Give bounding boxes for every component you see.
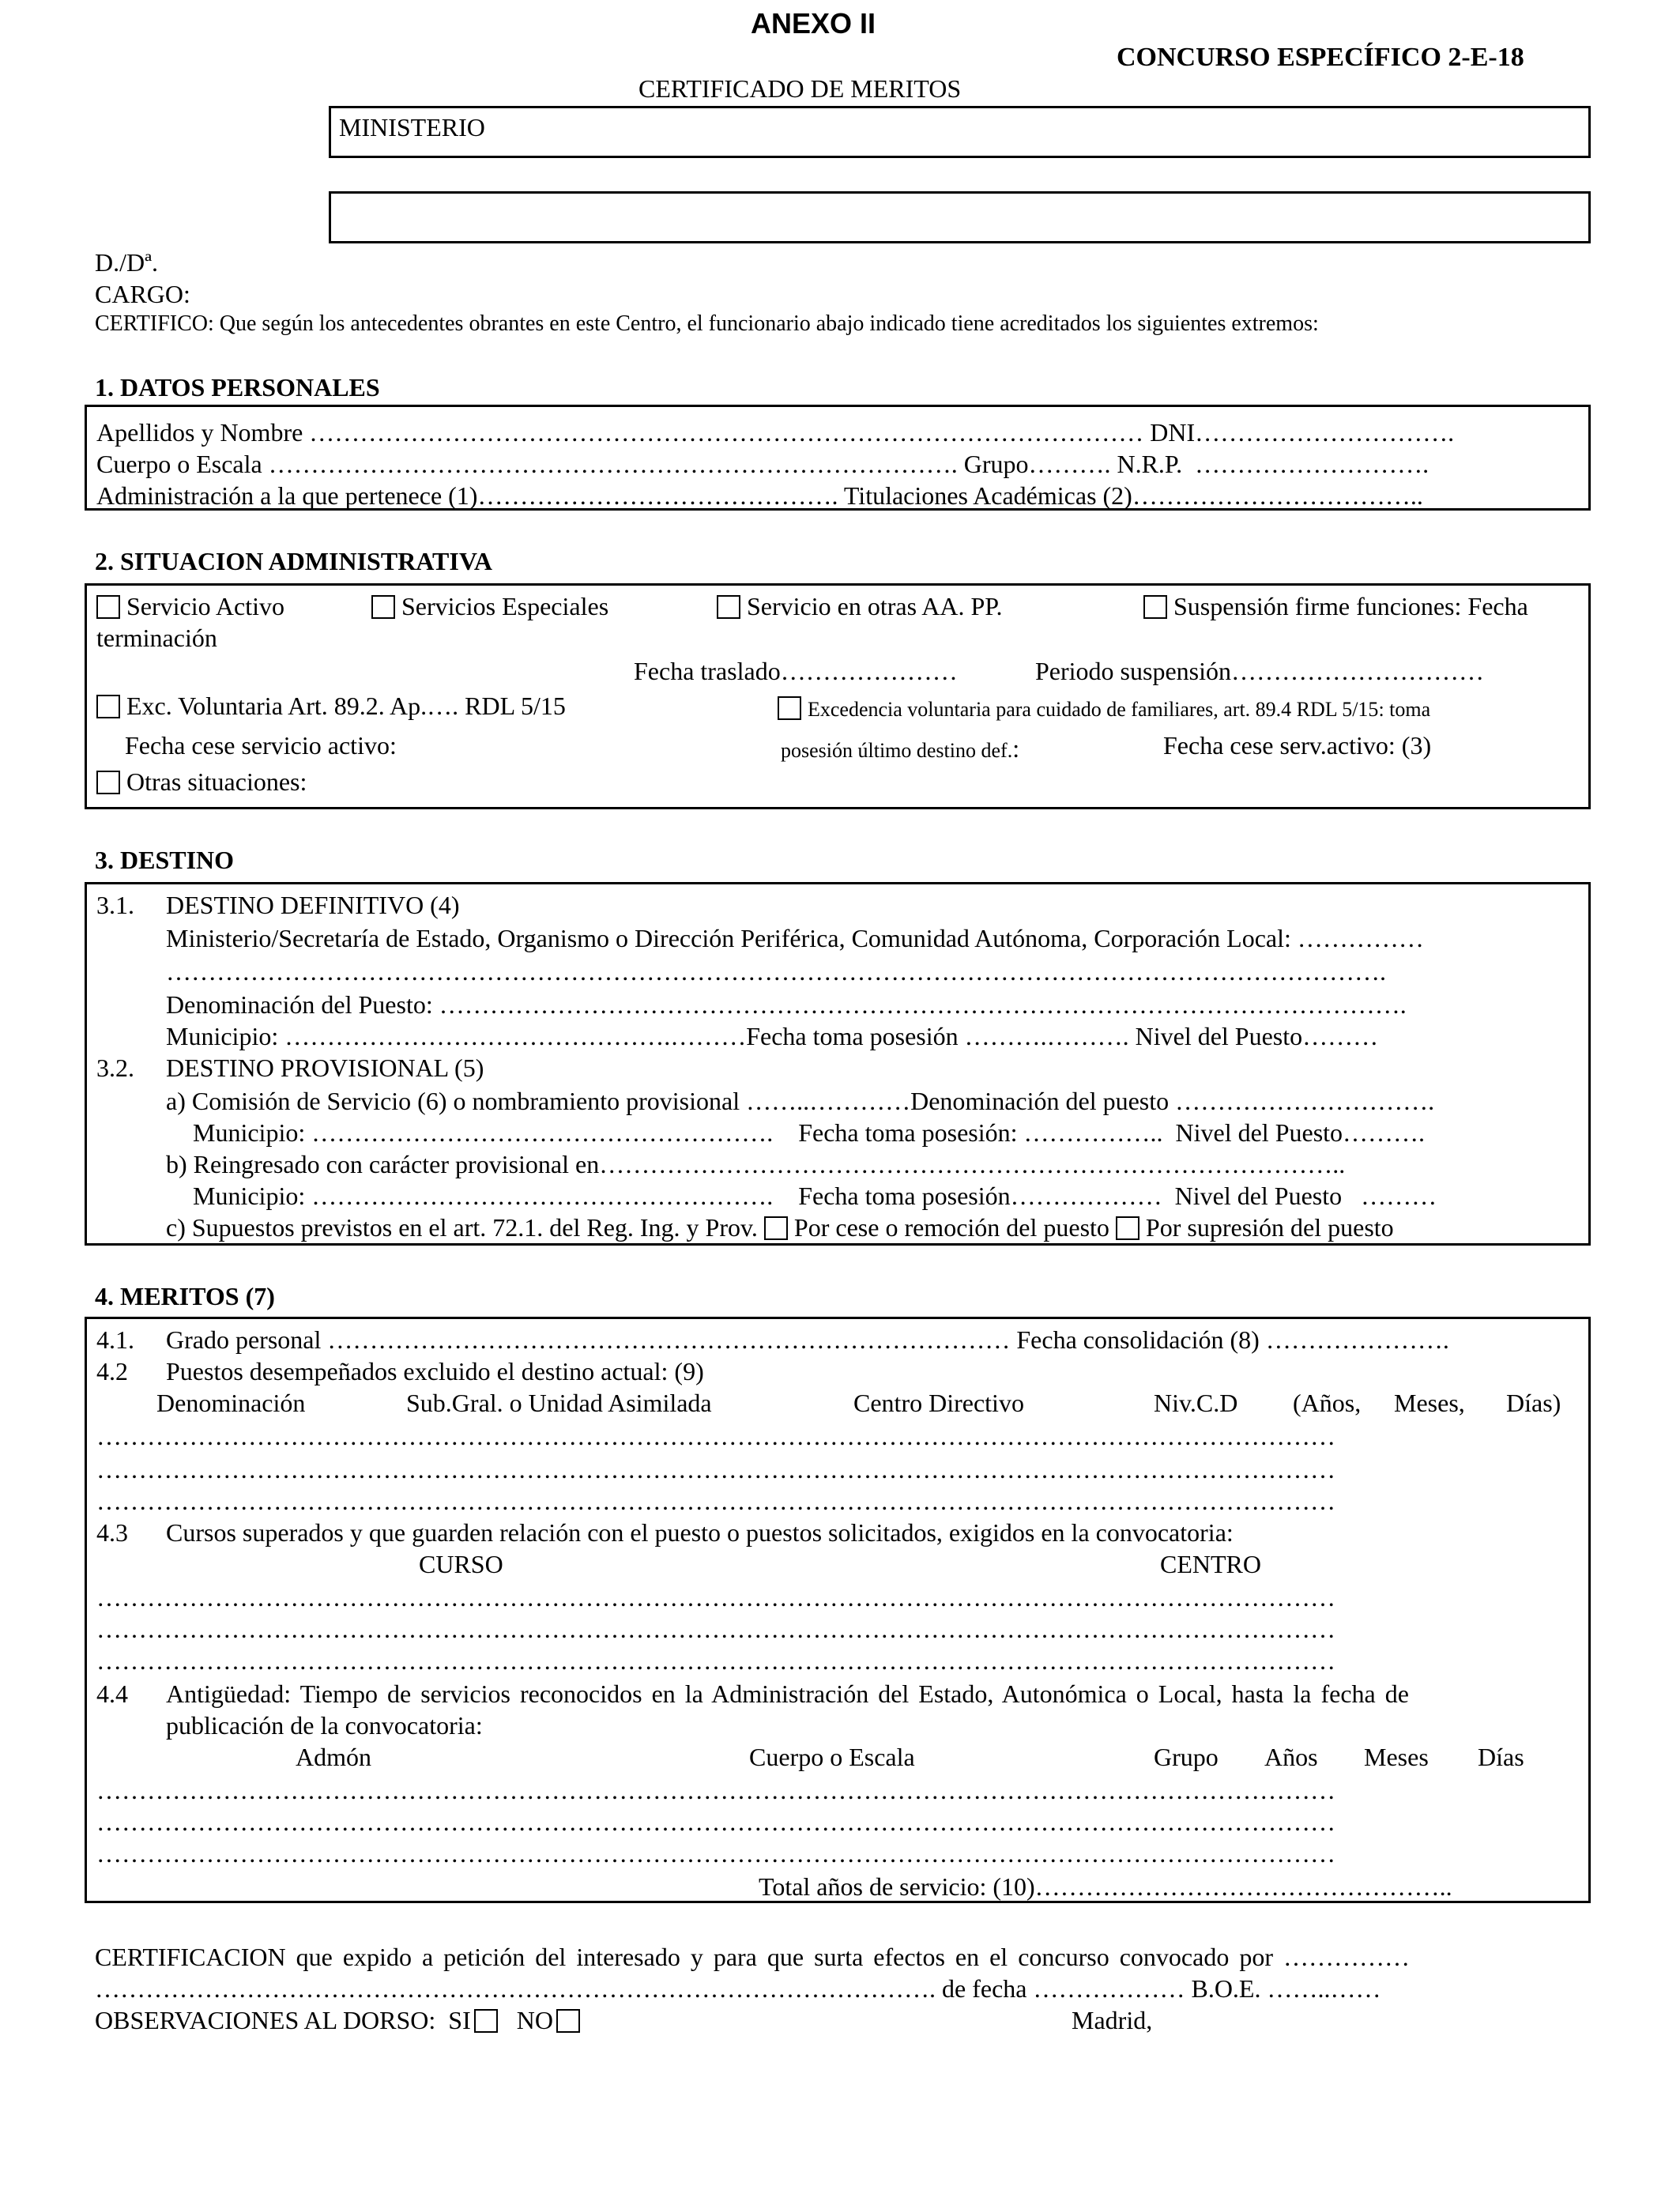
opt-servicio-activo[interactable] bbox=[96, 594, 284, 619]
servicio-activo-checkbox[interactable] bbox=[96, 595, 120, 619]
titulaciones-label: Titulaciones Académicas (2) bbox=[843, 481, 1132, 510]
personal-line-3[interactable] bbox=[96, 483, 1423, 508]
header-denominacion: Denominación bbox=[156, 1389, 306, 1417]
observaciones-label: OBSERVACIONES AL DORSO: bbox=[95, 2006, 436, 2034]
madrid-label: Madrid, bbox=[1072, 2006, 1153, 2034]
nrp-dots: ………………………. bbox=[1195, 450, 1430, 478]
header-anos-2: Años bbox=[1264, 1743, 1318, 1771]
header-admon: Admón bbox=[296, 1743, 371, 1771]
cursos-row[interactable]: ………………………………………………………………………………………………………………………………… bbox=[96, 1646, 1335, 1675]
fecha-cese-label: Fecha cese servicio activo: bbox=[125, 731, 397, 760]
administracion-dots: ……………………………………. bbox=[477, 481, 838, 510]
section-3-box bbox=[85, 882, 1591, 1246]
servicios-especiales-checkbox[interactable] bbox=[371, 595, 395, 619]
section-2-box bbox=[85, 583, 1591, 809]
puestos-row[interactable]: ………………………………………………………………………………………………………………………………… bbox=[96, 1455, 1335, 1483]
grado-line[interactable]: Grado personal ……………………………………………………………………… Fecha consolidación (8) …………………. bbox=[166, 1325, 1449, 1354]
ministry-box[interactable] bbox=[329, 106, 1591, 158]
puestos-row[interactable]: ………………………………………………………………………………………………………………………………… bbox=[96, 1422, 1335, 1450]
excedencia-familiares-label: Excedencia voluntaria para cuidado de familiares, art. 89.4 RDL 5/15 bbox=[808, 698, 1379, 721]
header-cuerpo: Cuerpo o Escala bbox=[749, 1743, 915, 1771]
unit-box[interactable] bbox=[329, 191, 1591, 243]
ministry-label: MINISTERIO bbox=[339, 113, 485, 141]
otras-situaciones-checkbox[interactable] bbox=[96, 771, 120, 794]
dni-dots: …………………………. bbox=[1195, 418, 1455, 447]
fecha-traslado: Fecha traslado………………… bbox=[634, 657, 958, 685]
number-3-1: 3.1. bbox=[96, 891, 134, 919]
supuestos-label: c) Supuestos previstos en el art. 72.1. del Reg. Ing. y Prov. bbox=[166, 1213, 758, 1242]
dni-label: DNI bbox=[1150, 418, 1196, 447]
suspension-checkbox[interactable] bbox=[1143, 595, 1167, 619]
grupo-label: Grupo bbox=[963, 450, 1029, 478]
denominacion-line[interactable]: Denominación del Puesto: ……………………………………………………………………………………………………. bbox=[166, 990, 1407, 1019]
cursos-row[interactable]: ………………………………………………………………………………………………………………………………… bbox=[96, 1615, 1335, 1643]
number-3-2: 3.2. bbox=[96, 1054, 134, 1082]
opt-servicios-especiales[interactable] bbox=[371, 594, 608, 619]
section-4-title: 4. MERITOS (7) bbox=[95, 1282, 275, 1310]
por-cese-checkbox[interactable] bbox=[764, 1216, 788, 1240]
antiguedad-row[interactable]: ………………………………………………………………………………………………………………………………… bbox=[96, 1776, 1335, 1804]
puestos-row[interactable]: ………………………………………………………………………………………………………………………………… bbox=[96, 1487, 1335, 1515]
titulaciones-dots: …………………………….. bbox=[1132, 481, 1423, 510]
personal-line-2[interactable] bbox=[96, 451, 1429, 477]
cursos-label: Cursos superados y que guarden relación con el puesto o puestos solicitados, exigidos en la convocatoria: bbox=[166, 1518, 1234, 1547]
no-label: NO bbox=[516, 2006, 553, 2034]
antiguedad-line-1: Antigüedad: Tiempo de servicios reconocidos en la Administración del Estado, Autonómica o Local, hasta la fecha de bbox=[166, 1679, 1409, 1708]
header-curso: CURSO bbox=[419, 1550, 503, 1578]
otras-aapp-label: Servicio en otras AA. PP. bbox=[747, 592, 1003, 620]
certifico-text: CERTIFICO: Que según los antecedentes obrantes en este Centro, el funcionario abajo indicado tiene acreditados los siguientes extremos: bbox=[95, 311, 1319, 336]
ministerio-line[interactable]: Ministerio/Secretaría de Estado, Organismo o Dirección Periférica, Comunidad Autónoma, Corporación Local: …………… bbox=[166, 924, 1424, 952]
header-grupo: Grupo bbox=[1154, 1743, 1219, 1771]
opt-suspension[interactable] bbox=[1143, 594, 1528, 619]
otras-situaciones-label: Otras situaciones: bbox=[126, 767, 307, 796]
municipio-definitivo-line[interactable]: Municipio: ……………………………………….………Fecha toma posesión ……….………. Nivel del Puesto……… bbox=[166, 1022, 1379, 1050]
exc-voluntaria-label: Exc. Voluntaria Art. 89.2. Ap.…. RDL 5/15 bbox=[126, 692, 566, 720]
section-1-box bbox=[85, 405, 1591, 511]
otras-aapp-checkbox[interactable] bbox=[717, 595, 740, 619]
certificate-title: CERTIFICADO DE MERITOS bbox=[638, 74, 962, 103]
nrp-label: N.R.P. bbox=[1117, 450, 1183, 478]
destino-provisional-label: DESTINO PROVISIONAL (5) bbox=[166, 1054, 484, 1082]
administracion-label: Administración a la que pertenece (1) bbox=[96, 481, 478, 510]
reingresado-line[interactable]: b) Reingresado con carácter provisional en…………………………………………………………………………….. bbox=[166, 1150, 1346, 1178]
opt-otras-situaciones[interactable] bbox=[96, 769, 307, 794]
grupo-dots: ………. bbox=[1028, 450, 1111, 478]
header-centro: CENTRO bbox=[1160, 1550, 1261, 1578]
number-4-4: 4.4 bbox=[96, 1679, 128, 1708]
section-4-box bbox=[85, 1317, 1591, 1903]
header-anos: (Años, bbox=[1293, 1389, 1362, 1417]
apellidos-dots: ……………………………………………………………………………………… bbox=[309, 418, 1144, 447]
section-1-title: 1. DATOS PERSONALES bbox=[95, 373, 380, 401]
dd-label: D./Dª. bbox=[95, 248, 158, 277]
servicio-activo-label: Servicio Activo bbox=[126, 592, 284, 620]
header-nivcd: Niv.C.D bbox=[1154, 1389, 1238, 1417]
number-4-1: 4.1. bbox=[96, 1325, 134, 1354]
section-2-title: 2. SITUACION ADMINISTRATIVA bbox=[95, 547, 492, 575]
fecha-cese-serv: Fecha cese serv.activo: (3) bbox=[1163, 731, 1432, 760]
comision-line[interactable]: a) Comisión de Servicio (6) o nombramiento provisional ……..…………Denominación del puesto …………………………. bbox=[166, 1087, 1435, 1115]
por-supresion-label: Por supresión del puesto bbox=[1145, 1213, 1394, 1242]
por-supresion-checkbox[interactable] bbox=[1116, 1216, 1139, 1240]
cuerpo-dots: ………………………………………………………………………. bbox=[268, 450, 958, 478]
header-dias: Días) bbox=[1506, 1389, 1561, 1417]
number-4-2: 4.2 bbox=[96, 1357, 128, 1385]
total-anos-servicio[interactable]: Total años de servicio: (10)………………………………………….. bbox=[759, 1872, 1452, 1901]
posesion-line bbox=[781, 736, 1019, 761]
toma-label: : toma bbox=[1378, 698, 1431, 721]
posesion-colon: : bbox=[1012, 734, 1020, 763]
posesion-label: posesión último destino def. bbox=[781, 739, 1013, 762]
exc-voluntaria-checkbox[interactable] bbox=[96, 695, 120, 718]
servicios-especiales-label: Servicios Especiales bbox=[401, 592, 609, 620]
certificacion-line-2[interactable]: ………………………………………………………………………………………. de fecha ……………… B.O.E. ……..…… bbox=[95, 1974, 1381, 2003]
antiguedad-line-2: publicación de la convocatoria: bbox=[166, 1711, 483, 1740]
cuerpo-label: Cuerpo o Escala bbox=[96, 450, 262, 478]
competition-code: CONCURSO ESPECÍFICO 2-E-18 bbox=[1117, 43, 1524, 72]
observaciones-line bbox=[95, 2007, 586, 2033]
annex-title: ANEXO II bbox=[751, 7, 876, 40]
antiguedad-row[interactable]: ………………………………………………………………………………………………………………………………… bbox=[96, 1839, 1335, 1868]
destino-definitivo-label: DESTINO DEFINITIVO (4) bbox=[166, 891, 460, 919]
cursos-row[interactable]: ………………………………………………………………………………………………………………………………… bbox=[96, 1583, 1335, 1612]
municipio-a-line[interactable]: Municipio: ………………………………………………. Fecha toma posesión: …………….. Nivel del Puesto………. bbox=[193, 1118, 1426, 1147]
excedencia-familiares-checkbox[interactable] bbox=[778, 696, 801, 720]
si-checkbox[interactable] bbox=[474, 2009, 498, 2033]
header-centro-directivo: Centro Directivo bbox=[853, 1389, 1024, 1417]
header-meses-2: Meses bbox=[1364, 1743, 1429, 1771]
cargo-label: CARGO: bbox=[95, 280, 190, 308]
suspension-label: Suspensión firme funciones: Fecha bbox=[1173, 592, 1528, 620]
opt-otras-aapp[interactable] bbox=[717, 594, 1003, 619]
si-label: SI bbox=[448, 2006, 471, 2034]
certificacion-line[interactable]: CERTIFICACION que expido a petición del interesado y para que surta efectos en el concurso convocado por …………… bbox=[95, 1943, 1410, 1971]
header-meses: Meses, bbox=[1394, 1389, 1465, 1417]
periodo-suspension: Periodo suspensión………………………… bbox=[1035, 657, 1484, 685]
personal-line-1[interactable] bbox=[96, 420, 1454, 445]
number-4-3: 4.3 bbox=[96, 1518, 128, 1547]
puestos-label: Puestos desempeñados excluido el destino actual: (9) bbox=[166, 1357, 704, 1385]
municipio-b-line[interactable]: Municipio: ………………………………………………. Fecha toma posesión……………… Nivel del Puesto ……… bbox=[193, 1182, 1437, 1210]
supuestos-line bbox=[166, 1215, 1394, 1240]
opt-excedencia-familiares[interactable] bbox=[778, 696, 1430, 720]
ministerio-dots[interactable]: ………………………………………………………………………………………………………………………………. bbox=[166, 957, 1386, 986]
apellidos-label: Apellidos y Nombre bbox=[96, 418, 303, 447]
section-3-title: 3. DESTINO bbox=[95, 846, 235, 874]
por-cese-label: Por cese o remoción del puesto bbox=[793, 1213, 1109, 1242]
opt-exc-voluntaria[interactable] bbox=[96, 693, 566, 718]
header-subgral: Sub.Gral. o Unidad Asimilada bbox=[406, 1389, 712, 1417]
antiguedad-row[interactable]: ………………………………………………………………………………………………………………………………… bbox=[96, 1808, 1335, 1836]
terminacion-label: terminación bbox=[96, 624, 217, 652]
header-dias-2: Días bbox=[1478, 1743, 1524, 1771]
no-checkbox[interactable] bbox=[556, 2009, 580, 2033]
